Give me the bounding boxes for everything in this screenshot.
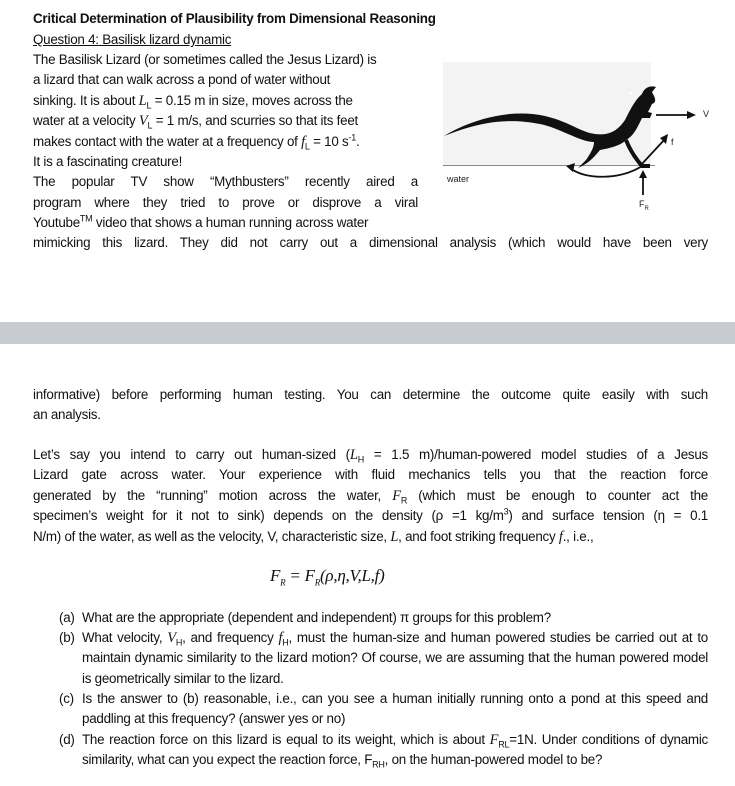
- text: Is the answer to (b) reasonable, i.e., can you see a human initially running onto a pond at this speed and paddling at this frequency? (answer yes or no): [82, 691, 708, 727]
- intro-line: [33, 111, 418, 131]
- label: (c): [59, 691, 74, 706]
- intro-line: [33, 132, 418, 152]
- text: The reaction force on this lizard is equal to its weight, which is about: [82, 732, 490, 747]
- subscript: R: [280, 577, 286, 588]
- text: What are the appropriate (dependent and independent) π groups for this problem?: [82, 610, 551, 625]
- question-c: [59, 689, 708, 730]
- subscript: RH: [372, 760, 385, 771]
- symbol: L: [138, 92, 147, 109]
- text: = 1.5 m)/human-powered model studies of a Jesus: [363, 447, 708, 462]
- text: , and frequency: [182, 630, 279, 645]
- equation: [270, 566, 385, 586]
- velocity-label: V: [703, 109, 710, 119]
- symbol: V: [167, 630, 176, 646]
- text-line: [33, 445, 708, 465]
- document-title: Critical Determination of Plausibility from Dimensional Reasoning: [33, 11, 436, 26]
- intro-line: The popular TV show “Mythbusters” recently aired a: [33, 174, 418, 190]
- intro-line: [33, 91, 418, 111]
- text-line: an analysis.: [33, 407, 101, 422]
- text: , and foot striking frequency: [398, 528, 559, 544]
- question-b: [59, 628, 708, 689]
- symbol: L: [390, 528, 399, 545]
- intro-line: It is a fascinating creature!: [33, 154, 183, 170]
- subscript: H: [175, 637, 183, 648]
- lizard-illustration: [430, 50, 730, 220]
- text: .: [356, 133, 360, 149]
- text: F: [270, 566, 281, 585]
- subscript: R: [314, 577, 320, 588]
- symbol: F: [392, 487, 401, 504]
- symbol: f: [301, 133, 305, 150]
- text-line: [33, 486, 708, 506]
- text: water at a velocity: [33, 113, 139, 129]
- text-line: mimicking this lizard. They did not carry out a dimensional analysis (which would have been very: [33, 235, 708, 250]
- lizard-silhouette: [444, 86, 656, 168]
- text: ) and surface tension (η = 0.1: [508, 508, 708, 524]
- intro-paragraph: [33, 50, 418, 234]
- text-line: [33, 506, 708, 526]
- text: F: [639, 199, 645, 209]
- subscript: H: [282, 637, 289, 648]
- question-d: [59, 730, 708, 771]
- text: = F: [285, 566, 315, 585]
- text: makes contact with the water at a frequency of: [33, 133, 302, 149]
- text: (ρ,η,V,L,f): [320, 566, 385, 585]
- text-line: informative) before performing human testing. You can determine the outcome quite easily with such: [33, 387, 708, 402]
- subscript: H: [357, 454, 364, 465]
- text-line: [33, 527, 708, 547]
- label: (b): [59, 630, 75, 645]
- text: N/m) of the water, as well as the velocity, V, characteristic size,: [33, 528, 391, 544]
- text-line: Lizard gate across water. Your experience with fluid mechanics tells you that the reaction force: [33, 467, 708, 483]
- water-label: water: [447, 174, 470, 184]
- page-break-band: [0, 322, 735, 344]
- text: = 10 s: [309, 133, 349, 149]
- intro-line: program where they tried to prove or disprove a viral: [33, 194, 418, 210]
- stroke-arrow: [570, 166, 642, 177]
- label: (d): [59, 732, 75, 747]
- superscript: -1: [348, 132, 356, 143]
- superscript: 3: [503, 506, 509, 517]
- symbol: L: [349, 447, 358, 463]
- superscript: TM: [79, 213, 93, 224]
- label: (a): [59, 610, 75, 625]
- subscript: L: [304, 141, 310, 152]
- lizard-eye: [630, 92, 633, 95]
- subscript: RL: [498, 739, 510, 750]
- intro-line: a lizard that can walk across a pond of water without: [33, 72, 331, 88]
- f-arrow: [640, 138, 666, 166]
- subscript: R: [400, 495, 408, 506]
- arrowhead: [687, 111, 696, 119]
- text: sinking. It is about: [33, 92, 139, 108]
- question-a: [59, 608, 708, 628]
- text: =1N. Under conditions of dynamic similarity, what can you expect the reaction force, F: [82, 732, 708, 768]
- reaction-force-label: [639, 199, 649, 212]
- text: , on the human-powered model to be?: [384, 752, 603, 768]
- arrowhead: [639, 170, 647, 178]
- text: , must the human-size and human powered studies be carried out at to maintain dynamic similarity to the lizard motion? Of course, we are assuming that the human powered model is geometrically similar to the lizard.: [82, 630, 708, 686]
- symbol: F: [489, 732, 499, 748]
- paragraph-setup: [33, 445, 708, 547]
- frequency-label: f: [671, 137, 674, 147]
- text: Youtube: [33, 215, 80, 231]
- text: (which must be enough to counter act the: [407, 487, 708, 503]
- text: What velocity,: [82, 630, 168, 645]
- text: generated by the “running” motion across the water,: [33, 487, 393, 503]
- symbol: f: [278, 630, 283, 646]
- text: = 1 m/s, and scurries so that its feet: [152, 113, 358, 129]
- text: specimen’s weight for it not to sink) depends on the density (ρ =1 kg/m: [33, 508, 504, 524]
- symbol: V: [138, 113, 148, 130]
- subscript: R: [644, 205, 649, 212]
- text: video that shows a human running across water: [92, 215, 369, 231]
- text: = 0.15 m in size, moves across the: [151, 92, 353, 108]
- lizard-leg: [626, 140, 650, 166]
- subscript: L: [147, 120, 153, 131]
- question-heading: Question 4: Basilisk lizard dynamic: [33, 32, 232, 47]
- subscript: L: [146, 100, 152, 111]
- intro-line: [33, 213, 418, 233]
- symbol: f: [558, 528, 563, 545]
- text: Let’s say you intend to carry out human-sized (: [33, 447, 350, 462]
- text: ., i.e.,: [562, 528, 594, 544]
- intro-line: The Basilisk Lizard (or sometimes called the Jesus Lizard) is: [33, 52, 377, 67]
